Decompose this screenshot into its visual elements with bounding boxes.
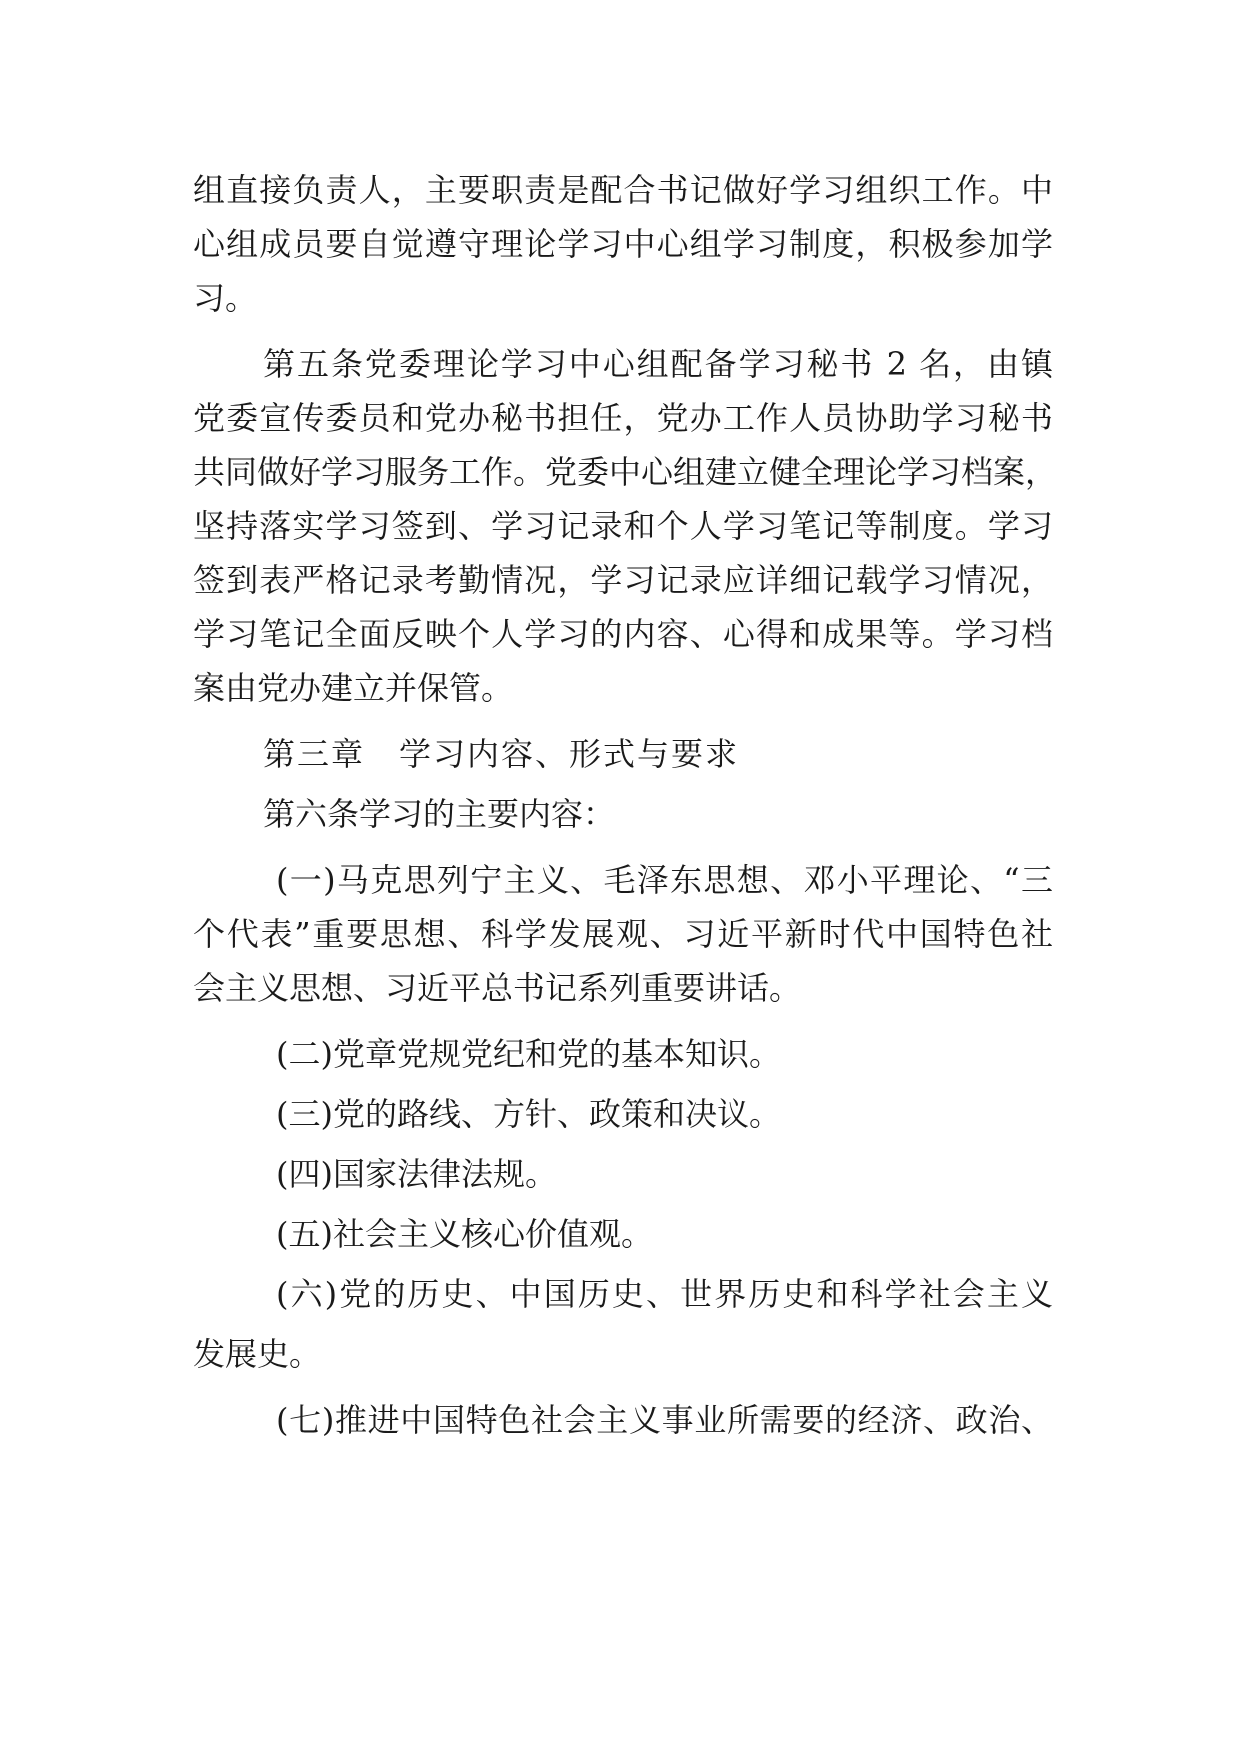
list-item-5: (五)社会主义核心价值观。 bbox=[276, 1215, 653, 1253]
text-line: 坚持落实学习签到、学习记录和个人学习笔记等制度。学习 bbox=[193, 507, 1053, 545]
text-line: 心组成员要自觉遵守理论学习中心组学习制度，积极参加学 bbox=[193, 225, 1053, 263]
article-5-line: 第五条党委理论学习中心组配备学习秘书 2 名，由镇 bbox=[263, 345, 1053, 383]
text-line: 个代表”重要思想、科学发展观、习近平新时代中国特色社 bbox=[193, 915, 1053, 953]
text-line: 组直接负责人，主要职责是配合书记做好学习组织工作。中 bbox=[193, 171, 1053, 209]
article-6-heading: 第六条学习的主要内容： bbox=[263, 795, 616, 833]
text-line: 签到表严格记录考勤情况，学习记录应详细记载学习情况， bbox=[193, 561, 1053, 599]
list-item-1: (一)马克思列宁主义、毛泽东思想、邓小平理论、“三 bbox=[276, 861, 1053, 899]
text-line: 案由党办建立并保管。 bbox=[193, 669, 514, 707]
list-item-3: (三)党的路线、方针、政策和决议。 bbox=[276, 1095, 781, 1133]
text-line: 发展史。 bbox=[193, 1335, 322, 1373]
text-line: 习。 bbox=[193, 279, 258, 317]
text-line: 党委宣传委员和党办秘书担任，党办工作人员协助学习秘书 bbox=[193, 399, 1053, 437]
list-item-2: (二)党章党规党纪和党的基本知识。 bbox=[276, 1035, 781, 1073]
list-item-6: (六)党的历史、中国历史、世界历史和科学社会主义 bbox=[276, 1275, 1053, 1313]
list-item-4: (四)国家法律法规。 bbox=[276, 1155, 557, 1193]
chapter-3-heading: 第三章 学习内容、形式与要求 bbox=[263, 735, 740, 773]
text-line: 学习笔记全面反映个人学习的内容、心得和成果等。学习档 bbox=[193, 615, 1053, 653]
text-line: 共同做好学习服务工作。党委中心组建立健全理论学习档案， bbox=[193, 453, 1058, 491]
text-line: 会主义思想、习近平总书记系列重要讲话。 bbox=[193, 969, 802, 1007]
list-item-7: (七)推进中国特色社会主义事业所需要的经济、政治、 bbox=[276, 1401, 1053, 1439]
